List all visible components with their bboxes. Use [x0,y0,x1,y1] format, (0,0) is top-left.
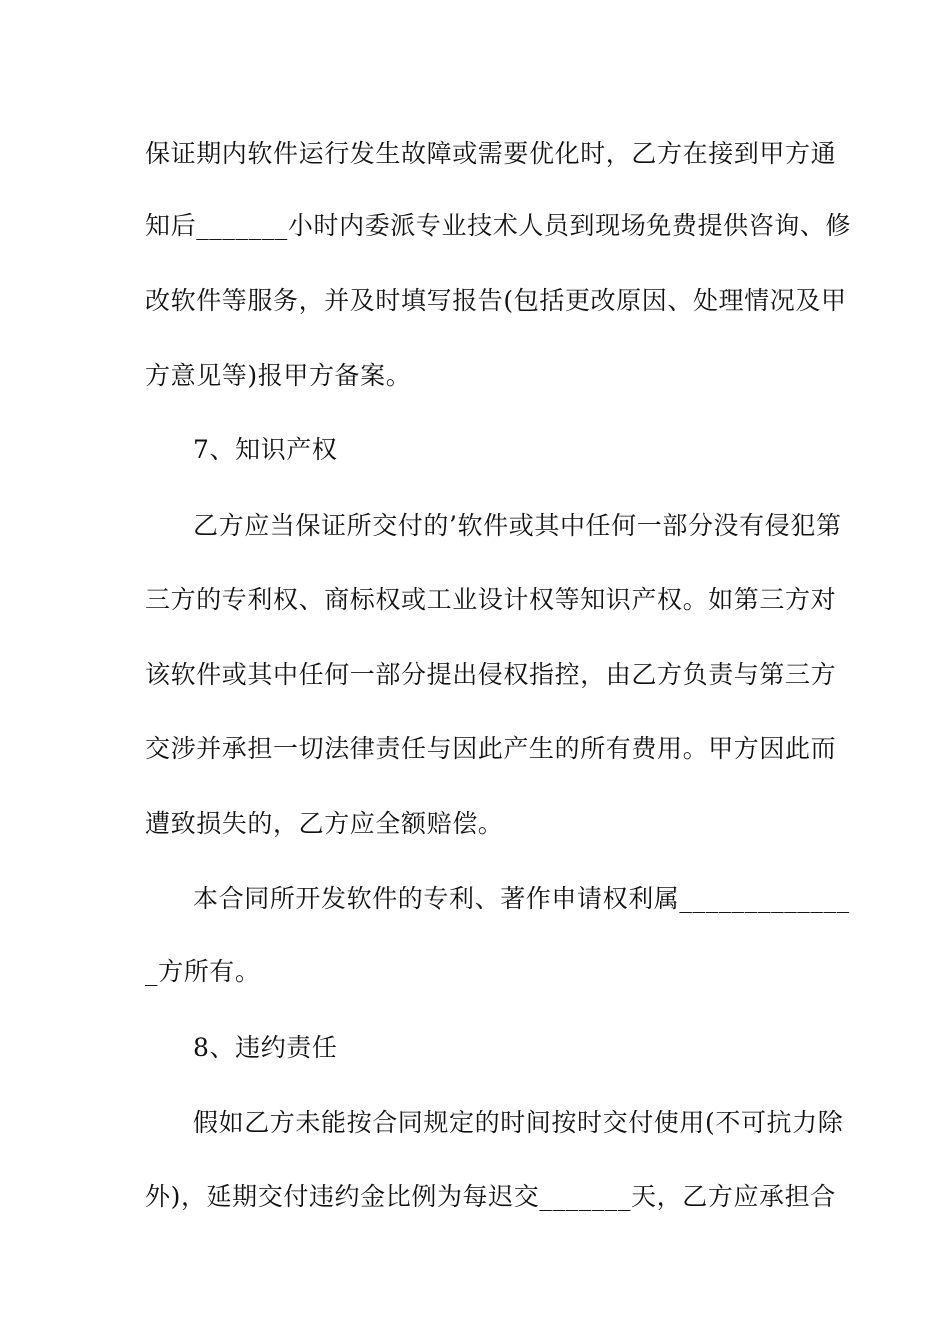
paragraph-line: 该软件或其中任何一部分提出侵权指控，由乙方负责与第三方 [145,660,837,689]
paragraph-line: 本合同所开发软件的专利、著作申请权利属_____________ [193,884,850,913]
paragraph-line: 遭致损失的，乙方应全额赔偿。 [145,809,504,838]
paragraph-line: _方所有。 [145,957,261,986]
paragraph-line: 外)，延期交付违约金比例为每迟交_______天，乙方应承担合 [145,1182,836,1211]
section-heading: 7、知识产权 [193,435,338,464]
paragraph-line: 交涉并承担一切法律责任与因此产生的所有费用。甲方因此而 [145,734,837,763]
paragraph-line: 乙方应当保证所交付的’软件或其中任何一部分没有侵犯第 [193,511,842,540]
section-heading: 8、违约责任 [193,1033,338,1062]
paragraph-line: 三方的专利权、商标权或工业设计权等知识产权。如第三方对 [145,585,837,614]
paragraph-line: 方意见等)报甲方备案。 [145,361,412,390]
paragraph-line: 假如乙方未能按合同规定的时间按时交付使用(不可抗力除 [193,1108,844,1137]
paragraph-line: 保证期内软件运行发生故障或需要优化时，乙方在接到甲方通 [145,139,837,168]
paragraph-line: 知后_______小时内委派专业技术人员到现场免费提供咨询、修 [145,211,852,240]
paragraph-line: 改软件等服务，并及时填写报告(包括更改原因、处理情况及甲 [145,286,847,315]
